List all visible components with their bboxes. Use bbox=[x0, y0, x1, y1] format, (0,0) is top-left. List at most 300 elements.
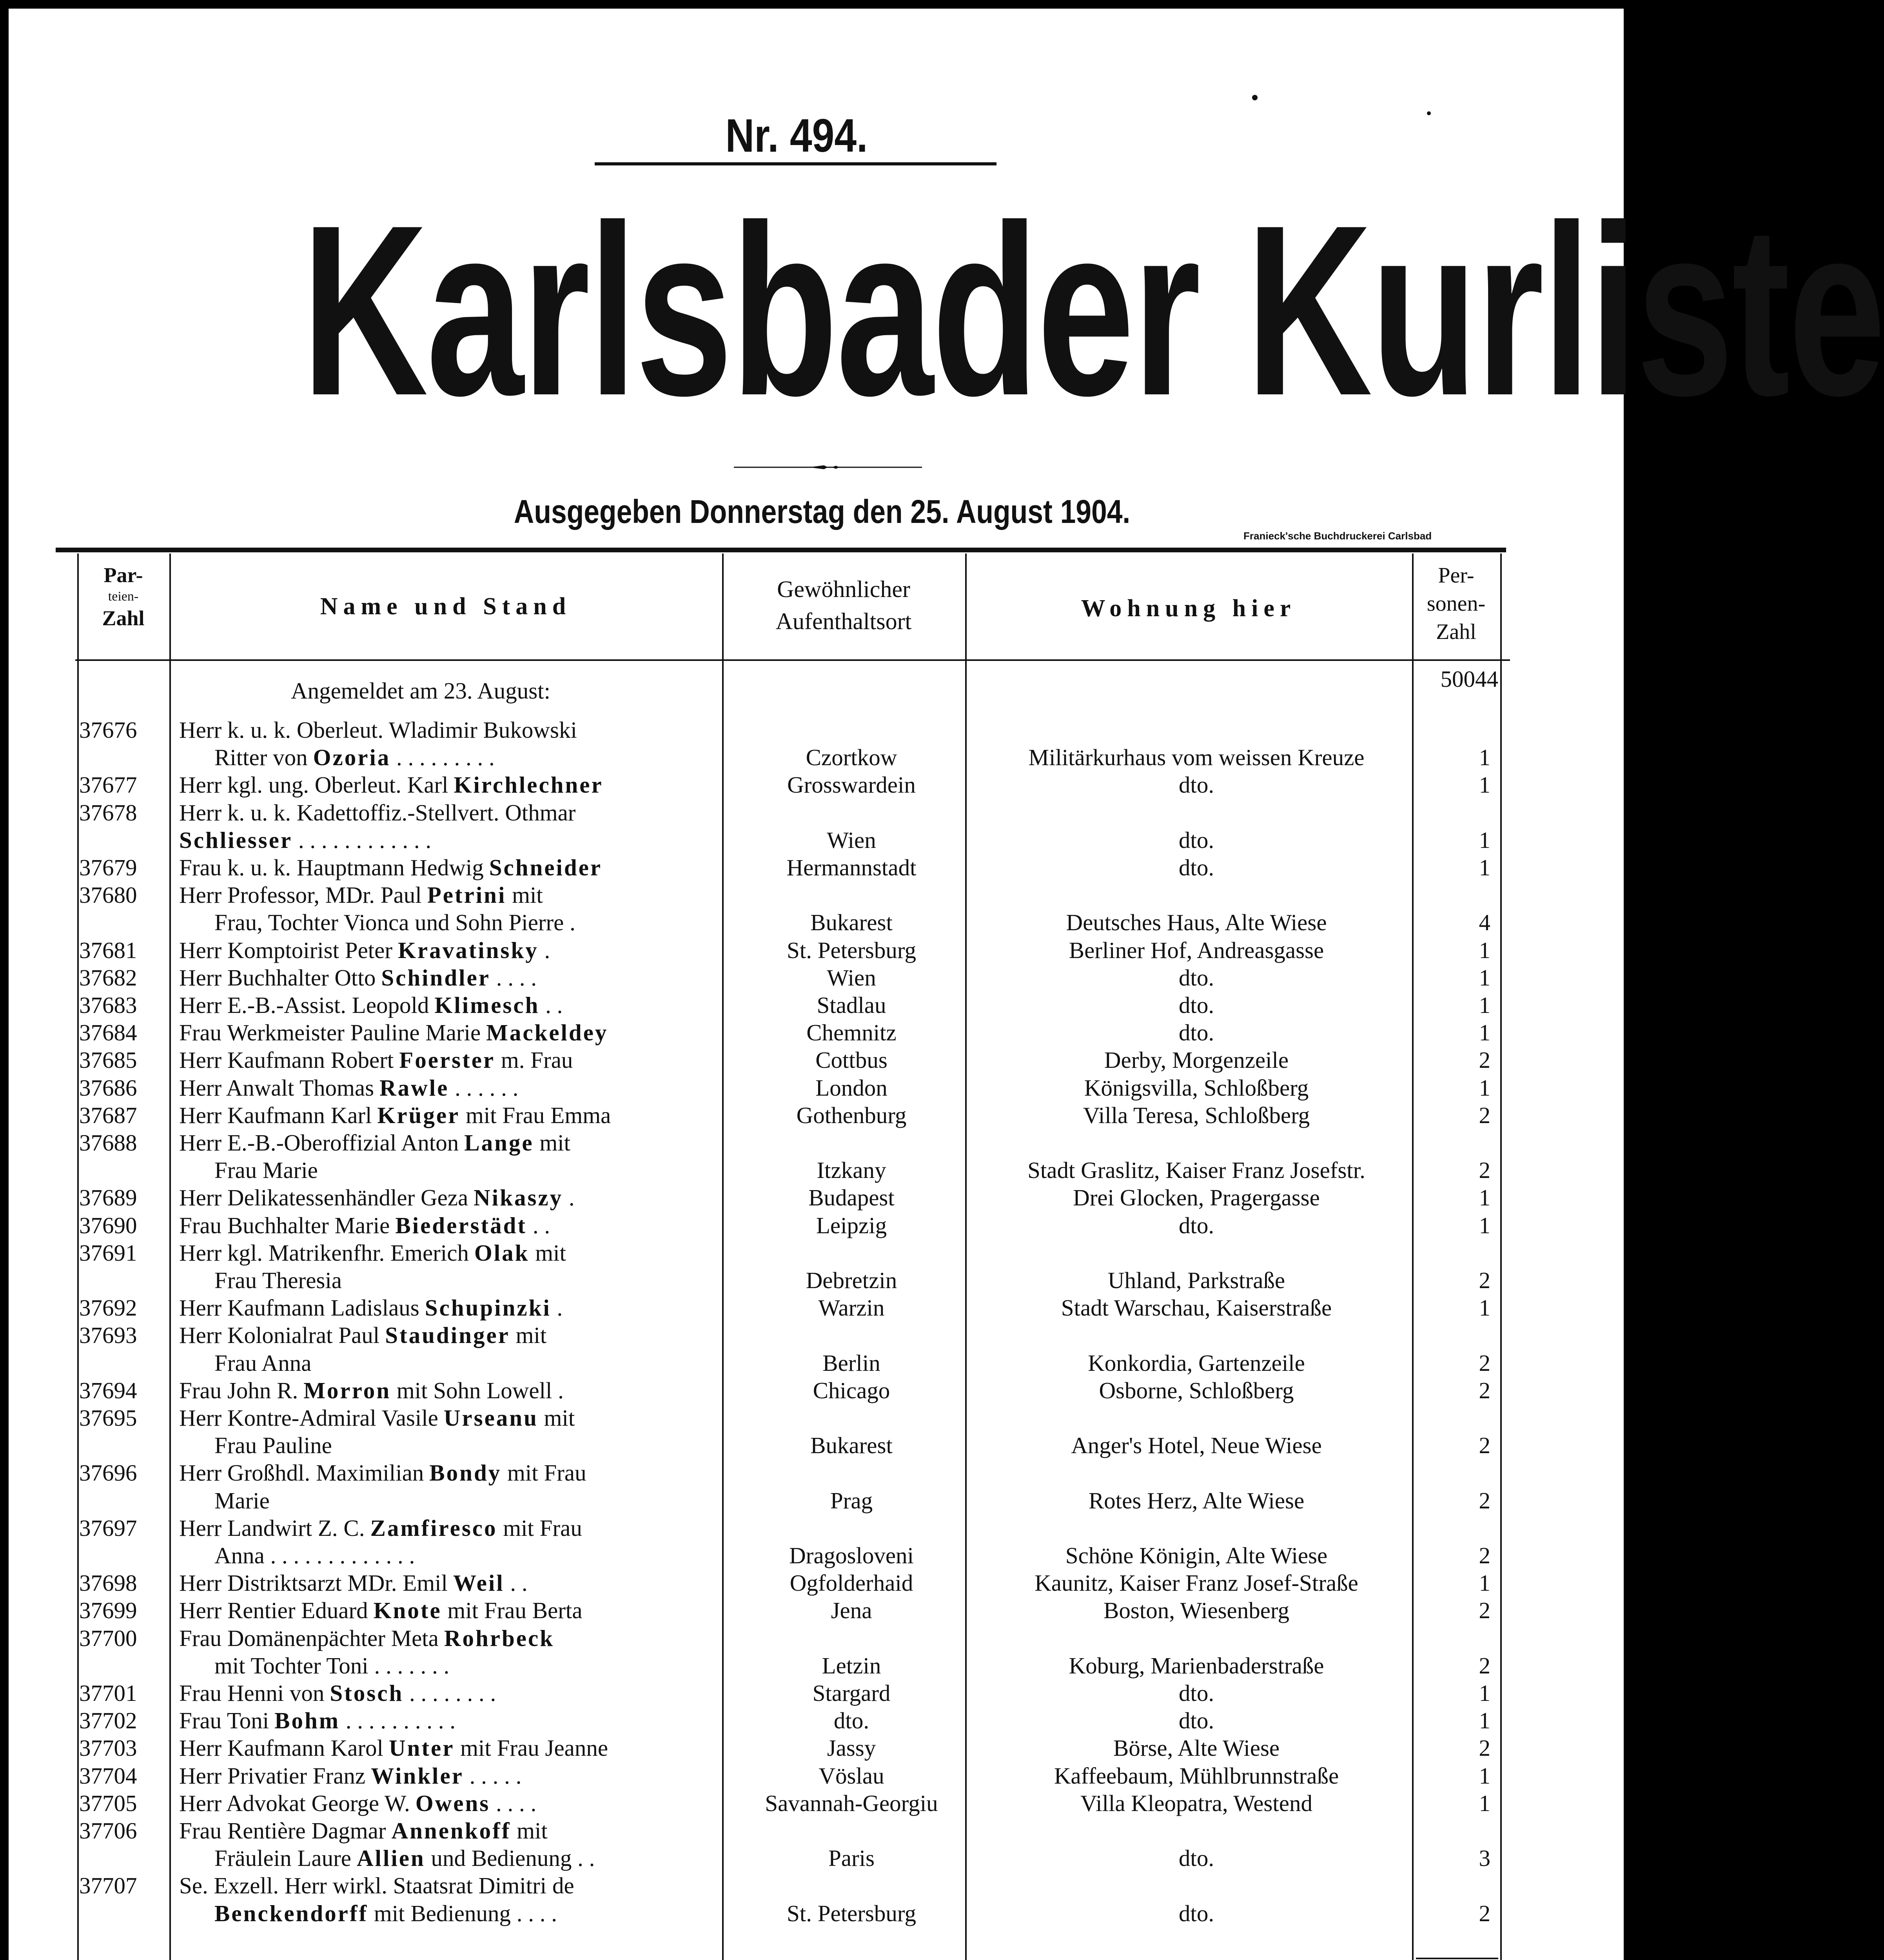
party-number: 37697 bbox=[79, 1515, 137, 1541]
guest-name bbox=[179, 1707, 712, 1734]
print-speck bbox=[1252, 95, 1258, 100]
guest-name bbox=[179, 1762, 712, 1789]
table-row bbox=[9, 1597, 1624, 1624]
guest-surname: Kravatinsky bbox=[398, 937, 539, 963]
party-number: 37689 bbox=[79, 1185, 137, 1211]
person-count: 2 bbox=[1479, 1267, 1490, 1293]
guest-name-suffix: . bbox=[538, 937, 550, 963]
home-town: Wien bbox=[827, 827, 876, 853]
table-row bbox=[9, 1239, 1624, 1267]
party-number: 37702 bbox=[79, 1708, 137, 1734]
person-count: 1 bbox=[1479, 992, 1490, 1018]
table-row bbox=[9, 936, 1624, 964]
home-town: Dragosloveni bbox=[789, 1543, 914, 1568]
guest-name bbox=[179, 1102, 712, 1129]
guest-surname: Stosch bbox=[330, 1680, 404, 1706]
guest-name-suffix: . . . . . . bbox=[449, 1074, 519, 1101]
lodging: Börse, Alte Wiese bbox=[1113, 1735, 1280, 1761]
printer-imprint: Franieck'sche Buchdruckerei Carlsbad bbox=[1243, 530, 1432, 542]
party-number: 37691 bbox=[79, 1240, 137, 1266]
guest-surname: Bondy bbox=[429, 1460, 502, 1486]
guest-name-suffix: . bbox=[563, 1185, 575, 1211]
lodging: dto. bbox=[1178, 964, 1214, 991]
header-line: teien- bbox=[108, 589, 139, 604]
guest-name-suffix: und Bedienung . . bbox=[425, 1845, 595, 1871]
home-town: Stargard bbox=[812, 1680, 891, 1706]
guest-name bbox=[179, 1872, 712, 1899]
person-count: 1 bbox=[1479, 1762, 1490, 1789]
person-count: 2 bbox=[1479, 1350, 1490, 1376]
lodging: Schöne Königin, Alte Wiese bbox=[1065, 1543, 1328, 1568]
person-count: 1 bbox=[1479, 964, 1490, 991]
party-number: 37704 bbox=[79, 1762, 137, 1789]
guest-name-text: Herr Buchhalter Otto bbox=[179, 964, 376, 991]
party-number: 37695 bbox=[79, 1405, 137, 1431]
guest-name-text: Herr Kaufmann Ladislaus bbox=[179, 1295, 419, 1321]
guest-name bbox=[179, 1459, 712, 1486]
guest-name-suffix: m. Frau bbox=[495, 1047, 573, 1073]
guest-name-text: Frau Henni von bbox=[179, 1680, 325, 1706]
home-town: Leipzig bbox=[816, 1212, 887, 1238]
guest-name bbox=[179, 1569, 712, 1597]
party-number: 37677 bbox=[79, 772, 137, 798]
person-count: 4 bbox=[1479, 909, 1490, 936]
home-town: Bukarest bbox=[810, 909, 893, 936]
total-rule bbox=[1416, 1958, 1498, 1959]
party-number: 37676 bbox=[79, 717, 137, 743]
guest-name bbox=[179, 1184, 712, 1211]
header-line: Gewöhnlicher bbox=[777, 576, 910, 602]
person-count: 1 bbox=[1479, 1680, 1490, 1706]
lodging: Villa Kleopatra, Westend bbox=[1080, 1790, 1312, 1816]
party-number: 37687 bbox=[79, 1102, 137, 1128]
guest-name bbox=[214, 1900, 712, 1927]
lodging: Rotes Herz, Alte Wiese bbox=[1088, 1487, 1305, 1514]
guest-name-text: Herr Kaufmann Karl bbox=[179, 1102, 372, 1128]
person-count: 1 bbox=[1479, 827, 1490, 853]
guest-name-text: Herr k. u. k. Kadettoffiz.-Stellvert. Othmar bbox=[179, 799, 576, 826]
home-town: Chemnitz bbox=[806, 1020, 897, 1046]
guest-name-suffix: . . . . bbox=[490, 964, 537, 991]
table-row bbox=[9, 771, 1624, 799]
guest-name bbox=[179, 1019, 712, 1046]
header-name: Name und Stand bbox=[320, 593, 572, 620]
lodging: dto. bbox=[1178, 1708, 1214, 1734]
guest-surname: Owens bbox=[415, 1790, 490, 1816]
person-count: 1 bbox=[1479, 1185, 1490, 1211]
table-row bbox=[9, 854, 1624, 881]
party-number: 37692 bbox=[79, 1295, 137, 1321]
guest-name bbox=[179, 1074, 712, 1102]
guest-name-suffix: mit Frau Berta bbox=[441, 1597, 583, 1624]
guest-name-suffix: . . . . . . . . . . . . bbox=[292, 827, 432, 853]
party-number: 37701 bbox=[79, 1680, 137, 1706]
lodging: Königsvilla, Schloßberg bbox=[1084, 1074, 1309, 1101]
masthead bbox=[109, 175, 1884, 446]
party-number: 37688 bbox=[79, 1130, 137, 1156]
guest-name-text: Herr Landwirt Z. C. bbox=[179, 1515, 365, 1541]
table-row bbox=[9, 1046, 1624, 1074]
guest-surname: Kirchlechner bbox=[454, 772, 603, 798]
table-row bbox=[9, 1074, 1624, 1102]
guest-name-text: Herr Professor, MDr. Paul bbox=[179, 882, 422, 908]
guest-name bbox=[179, 1046, 712, 1074]
lodging: Anger's Hotel, Neue Wiese bbox=[1071, 1432, 1322, 1459]
guest-surname: Rawle bbox=[379, 1074, 449, 1101]
home-town: Jassy bbox=[827, 1735, 876, 1761]
person-count: 2 bbox=[1479, 1047, 1490, 1073]
guest-name-text: Frau Buchhalter Marie bbox=[179, 1212, 390, 1238]
guest-name bbox=[179, 1212, 712, 1239]
guest-name-suffix: . . . . . . . . . bbox=[390, 744, 495, 771]
opening-total: 50044 bbox=[1440, 666, 1498, 692]
guest-name bbox=[179, 1679, 712, 1707]
guest-name bbox=[214, 1156, 712, 1184]
home-town: Paris bbox=[828, 1845, 875, 1871]
guest-name-text: Herr Anwalt Thomas bbox=[179, 1074, 374, 1101]
party-number: 37683 bbox=[79, 992, 137, 1018]
guest-name-text: Herr Rentier Eduard bbox=[179, 1597, 368, 1624]
guest-name-text: Anna . . . . . . . . . . . . . bbox=[214, 1543, 415, 1568]
guest-name-text: Herr Advokat George W. bbox=[179, 1790, 410, 1816]
lodging: Konkordia, Gartenzeile bbox=[1088, 1350, 1305, 1376]
party-number: 37679 bbox=[79, 855, 137, 880]
guest-name-text: Herr Komptoirist Peter bbox=[179, 937, 392, 963]
person-count: 1 bbox=[1479, 1212, 1490, 1238]
table-row bbox=[9, 1844, 1624, 1872]
guest-name bbox=[179, 964, 712, 991]
table-row bbox=[9, 1459, 1624, 1486]
lodging: Stadt Warschau, Kaiserstraße bbox=[1061, 1295, 1332, 1321]
guest-surname: Klimesch bbox=[434, 992, 540, 1018]
home-town: St. Petersburg bbox=[787, 937, 916, 963]
guest-surname: Annenkoff bbox=[391, 1818, 511, 1844]
masthead-title: Karlsbader Kurliste bbox=[301, 175, 1884, 446]
person-count: 1 bbox=[1479, 744, 1490, 771]
party-number: 37700 bbox=[79, 1625, 137, 1651]
guest-name-text: Frau k. u. k. Hauptmann Hedwig bbox=[179, 855, 484, 880]
party-number: 37696 bbox=[79, 1460, 137, 1486]
guest-surname: Bohm bbox=[274, 1708, 340, 1734]
person-count: 2 bbox=[1479, 1157, 1490, 1183]
header-home bbox=[724, 573, 963, 637]
guest-name bbox=[179, 1404, 712, 1432]
guest-name bbox=[214, 744, 712, 771]
guest-name-text: Frau Werkmeister Pauline Marie bbox=[179, 1020, 481, 1046]
home-town: Bukarest bbox=[810, 1432, 893, 1459]
lodging: Berliner Hof, Andreasgasse bbox=[1069, 937, 1324, 963]
table-row bbox=[9, 1404, 1624, 1432]
header-party-number bbox=[79, 561, 167, 632]
guest-surname: Nikaszy bbox=[474, 1185, 563, 1211]
guest-name-text: Herr k. u. k. Oberleut. Wladimir Bukowski bbox=[179, 717, 577, 743]
guest-name bbox=[179, 1789, 712, 1817]
table-row bbox=[9, 1321, 1624, 1349]
guest-name-text: Herr Distriktsarzt MDr. Emil bbox=[179, 1570, 448, 1596]
guest-name-suffix: mit Bedienung . . . . bbox=[368, 1900, 557, 1926]
home-town: St. Petersburg bbox=[787, 1900, 916, 1926]
guest-surname: Allien bbox=[356, 1845, 425, 1871]
table-header-rule bbox=[75, 659, 1510, 661]
guest-name-text: Marie bbox=[214, 1487, 270, 1514]
registered-heading: Angemeldet am 23. August: bbox=[291, 678, 551, 704]
home-town: Letzin bbox=[822, 1652, 881, 1679]
home-town: Vöslau bbox=[819, 1762, 884, 1789]
person-count: 3 bbox=[1479, 1845, 1490, 1871]
guest-name bbox=[179, 1294, 712, 1321]
guest-name-text: Frau Marie bbox=[214, 1157, 318, 1183]
guest-name-text: Herr kgl. ung. Oberleut. Karl bbox=[179, 772, 448, 798]
guest-name-suffix: mit bbox=[506, 882, 543, 908]
home-town: Berlin bbox=[822, 1350, 880, 1376]
guest-surname: Krüger bbox=[377, 1102, 460, 1128]
table-row bbox=[9, 1267, 1624, 1294]
lodging: Osborne, Schloßberg bbox=[1099, 1377, 1294, 1403]
lodging: Derby, Morgenzeile bbox=[1104, 1047, 1289, 1073]
guest-name-text: Herr kgl. Matrikenfhr. Emerich bbox=[179, 1240, 469, 1266]
guest-surname: Urseanu bbox=[443, 1405, 538, 1431]
home-town: Chicago bbox=[813, 1377, 890, 1403]
guest-surname: Petrini bbox=[427, 882, 506, 908]
ornament-rule bbox=[734, 465, 922, 469]
home-town: Savannah-Georgiu bbox=[765, 1790, 938, 1816]
person-count: 2 bbox=[1479, 1735, 1490, 1761]
table-row bbox=[9, 826, 1624, 854]
guest-name-suffix: . . . . . . . . . . bbox=[339, 1708, 456, 1734]
registered-heading-row bbox=[9, 677, 1624, 704]
guest-name bbox=[179, 991, 712, 1019]
party-number: 37703 bbox=[79, 1735, 137, 1761]
person-count: 1 bbox=[1479, 1295, 1490, 1321]
guest-surname: Morron bbox=[303, 1377, 391, 1403]
home-town: Jena bbox=[831, 1597, 872, 1624]
party-number: 37684 bbox=[79, 1020, 137, 1046]
guest-surname: Foerster bbox=[399, 1047, 496, 1073]
header-line: Per- bbox=[1438, 563, 1474, 588]
person-count: 1 bbox=[1479, 772, 1490, 798]
kurliste-page bbox=[9, 9, 1884, 1960]
guest-surname: Zamfiresco bbox=[370, 1515, 497, 1541]
guest-name-text: Ritter von bbox=[214, 744, 308, 771]
party-number: 37686 bbox=[79, 1074, 137, 1101]
guest-name-suffix: . . bbox=[504, 1570, 528, 1596]
guest-name-text: Frau Domänenpächter Meta bbox=[179, 1625, 439, 1651]
home-town: Debretzin bbox=[806, 1267, 897, 1293]
guest-name-suffix: mit Frau bbox=[501, 1460, 586, 1486]
guest-name bbox=[179, 936, 712, 964]
table-row bbox=[9, 1514, 1624, 1542]
home-town: Stadlau bbox=[817, 992, 886, 1018]
person-count: 1 bbox=[1479, 855, 1490, 880]
lodging: dto. bbox=[1178, 1020, 1214, 1046]
header-line: Aufenthaltsort bbox=[775, 608, 912, 634]
table-row bbox=[9, 1349, 1624, 1377]
table-row bbox=[9, 1432, 1624, 1459]
guest-name bbox=[179, 1239, 712, 1267]
home-town: Cottbus bbox=[815, 1047, 888, 1073]
guest-name-suffix: . . . . . . . . bbox=[403, 1680, 496, 1706]
table-row bbox=[9, 1789, 1624, 1817]
guest-name bbox=[179, 1817, 712, 1844]
table-row bbox=[9, 716, 1624, 744]
table-row bbox=[9, 1762, 1624, 1789]
guest-name-text: Herr Großhdl. Maximilian bbox=[179, 1460, 424, 1486]
guest-name-suffix: mit Frau Jeanne bbox=[454, 1735, 608, 1761]
guest-name bbox=[179, 1321, 712, 1349]
guest-name bbox=[179, 881, 712, 909]
lodging: Villa Teresa, Schloßberg bbox=[1083, 1102, 1310, 1128]
guest-name bbox=[179, 826, 712, 854]
party-number: 37707 bbox=[79, 1873, 137, 1899]
header-line: Zahl bbox=[102, 606, 145, 630]
table-row bbox=[9, 1102, 1624, 1129]
table-row bbox=[9, 1377, 1624, 1404]
print-speck bbox=[1427, 111, 1431, 115]
header-line: Par- bbox=[103, 563, 143, 587]
person-count: 2 bbox=[1479, 1377, 1490, 1403]
table-row bbox=[9, 1734, 1624, 1762]
guest-name bbox=[179, 1734, 712, 1762]
guest-name-text: Se. Exzell. Herr wirkl. Staatsrat Dimitri de bbox=[179, 1873, 574, 1899]
party-number: 37705 bbox=[79, 1790, 137, 1816]
table-row bbox=[9, 1900, 1624, 1927]
guest-name bbox=[214, 1432, 712, 1459]
guest-name bbox=[179, 854, 712, 881]
party-number: 37706 bbox=[79, 1818, 137, 1844]
party-number: 37699 bbox=[79, 1597, 137, 1624]
table-row bbox=[9, 881, 1624, 909]
guest-name-text: Herr Kaufmann Robert bbox=[179, 1047, 394, 1073]
guest-name-text: Herr E.-B.-Oberoffizial Anton bbox=[179, 1130, 459, 1156]
party-number: 37693 bbox=[79, 1322, 137, 1348]
lodging: Kaunitz, Kaiser Franz Josef-Straße bbox=[1035, 1570, 1358, 1596]
guest-name-text: Herr E.-B.-Assist. Leopold bbox=[179, 992, 429, 1018]
lodging: dto. bbox=[1178, 992, 1214, 1018]
lodging: Stadt Graslitz, Kaiser Franz Josefstr. bbox=[1027, 1157, 1365, 1183]
table-row bbox=[9, 1294, 1624, 1321]
guest-surname: Schupinzki bbox=[425, 1295, 551, 1321]
table-row bbox=[9, 1184, 1624, 1211]
guest-name-suffix: mit Frau bbox=[497, 1515, 582, 1541]
header-residence: Wohnung hier bbox=[1081, 595, 1296, 622]
party-number: 37694 bbox=[79, 1377, 137, 1403]
person-count: 1 bbox=[1479, 1074, 1490, 1101]
guest-name-suffix: mit bbox=[510, 1322, 547, 1348]
guest-name-suffix: . . bbox=[539, 992, 563, 1018]
guest-surname: Biederstädt bbox=[395, 1212, 527, 1238]
guest-name-text: Frau Pauline bbox=[214, 1432, 332, 1459]
guest-surname: Schliesser bbox=[179, 827, 293, 853]
table-row bbox=[9, 1817, 1624, 1844]
person-count: 2 bbox=[1479, 1543, 1490, 1568]
guest-surname: Mackeldey bbox=[486, 1020, 608, 1046]
lodging: Deutsches Haus, Alte Wiese bbox=[1066, 909, 1327, 936]
guest-name bbox=[179, 1514, 712, 1542]
table-top-rule bbox=[56, 548, 1506, 552]
home-town: Gothenburg bbox=[796, 1102, 907, 1128]
home-town: Ogfolderhaid bbox=[790, 1570, 913, 1596]
lodging: Kaffeebaum, Mühlbrunnstraße bbox=[1054, 1762, 1339, 1789]
lodging: Uhland, Parkstraße bbox=[1107, 1267, 1285, 1293]
lodging: dto. bbox=[1178, 772, 1214, 798]
guest-surname: Rohrbeck bbox=[444, 1625, 554, 1651]
guest-surname: Schindler bbox=[381, 964, 490, 991]
guest-name-text: Frau Anna bbox=[214, 1350, 312, 1376]
lodging: Drei Glocken, Pragergasse bbox=[1073, 1185, 1320, 1211]
table-row bbox=[9, 964, 1624, 991]
guest-name bbox=[179, 1597, 712, 1624]
party-number: 37681 bbox=[79, 937, 137, 963]
party-number: 37698 bbox=[79, 1570, 137, 1596]
home-town: Warzin bbox=[818, 1295, 885, 1321]
guest-name-suffix: mit bbox=[529, 1240, 566, 1266]
guest-surname: Schneider bbox=[489, 855, 603, 880]
guest-name-text: Fräulein Laure bbox=[214, 1845, 351, 1871]
table-row bbox=[9, 991, 1624, 1019]
party-number: 37680 bbox=[79, 882, 137, 908]
guest-surname: Unter bbox=[388, 1735, 455, 1761]
header-line: Zahl bbox=[1436, 620, 1476, 644]
guest-name-text: Frau, Tochter Vionca und Sohn Pierre . bbox=[214, 909, 575, 936]
guest-name bbox=[214, 1349, 712, 1377]
table-row bbox=[9, 1569, 1624, 1597]
guest-name bbox=[214, 1844, 712, 1872]
home-town: Budapest bbox=[808, 1185, 895, 1211]
guest-name-suffix: mit bbox=[511, 1818, 548, 1844]
party-number: 37678 bbox=[79, 799, 137, 826]
guest-name bbox=[179, 1624, 712, 1652]
home-town: Czortkow bbox=[806, 744, 897, 771]
table-row bbox=[9, 1707, 1624, 1734]
guest-name-suffix: mit Sohn Lowell . bbox=[391, 1377, 564, 1403]
guest-name bbox=[179, 799, 712, 826]
lodging: Boston, Wiesenberg bbox=[1104, 1597, 1289, 1624]
guest-name-text: Herr Privatier Franz bbox=[179, 1762, 366, 1789]
guest-name bbox=[214, 1267, 712, 1294]
guest-name bbox=[214, 1542, 712, 1569]
guest-name-text: Frau Toni bbox=[179, 1708, 269, 1734]
guest-name-suffix: mit Frau Emma bbox=[460, 1102, 611, 1128]
table-row bbox=[9, 1542, 1624, 1569]
table-row bbox=[9, 1156, 1624, 1184]
lodging: dto. bbox=[1178, 855, 1214, 880]
guest-surname: Winkler bbox=[371, 1762, 464, 1789]
guest-name bbox=[179, 771, 712, 799]
table-row bbox=[9, 744, 1624, 771]
party-number: 37690 bbox=[79, 1212, 137, 1238]
person-count: 2 bbox=[1479, 1597, 1490, 1624]
guest-name bbox=[214, 909, 712, 936]
table-row bbox=[9, 1679, 1624, 1707]
guest-name-text: Frau John R. bbox=[179, 1377, 298, 1403]
guest-name-text: mit Tochter Toni . . . . . . . bbox=[214, 1652, 450, 1679]
lodging: dto. bbox=[1178, 1212, 1214, 1238]
lodging: Koburg, Marienbaderstraße bbox=[1069, 1652, 1324, 1679]
person-count: 2 bbox=[1479, 1432, 1490, 1459]
guest-surname: Benckendorff bbox=[214, 1900, 368, 1926]
lodging: dto. bbox=[1178, 1845, 1214, 1871]
guest-name-suffix: . . . . bbox=[490, 1790, 537, 1816]
table-row bbox=[9, 1019, 1624, 1046]
guest-name bbox=[179, 716, 712, 744]
table-row bbox=[9, 1129, 1624, 1156]
party-number: 37682 bbox=[79, 964, 137, 991]
table-row bbox=[9, 1624, 1624, 1652]
guest-name-suffix: . . bbox=[527, 1212, 550, 1238]
guest-name-suffix: mit bbox=[538, 1405, 575, 1431]
guest-name bbox=[179, 1377, 712, 1404]
table-row bbox=[9, 799, 1624, 826]
